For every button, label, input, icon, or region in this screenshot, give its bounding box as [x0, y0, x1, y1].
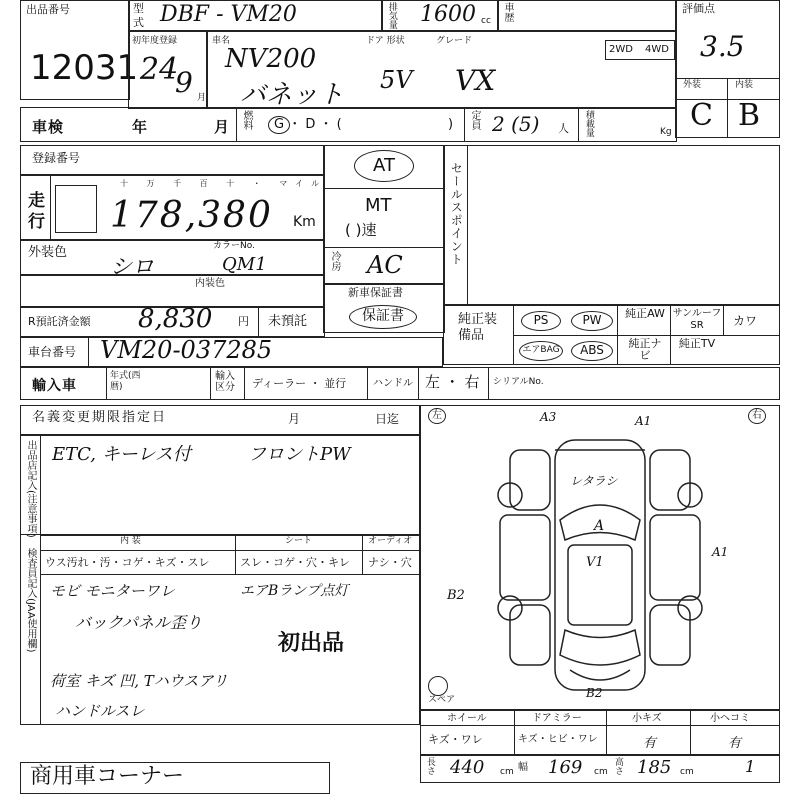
equip-abs: ABS [571, 341, 613, 361]
displacement-value: 1600 [420, 2, 476, 27]
equip-airbag: エアBAG [519, 341, 563, 361]
model-label-2: 式 [133, 16, 144, 29]
first-reg-month-unit: 月 [197, 93, 207, 103]
diagram-mark-text: レタラシ [570, 474, 618, 488]
cooler-value: AC [367, 251, 403, 279]
seat-label: シート [285, 536, 313, 546]
spare-label: スペア [428, 695, 456, 705]
diagram-mark-v1: V1 [586, 555, 604, 570]
interior-label: 内装 [735, 80, 754, 90]
length-label: 長さ [424, 757, 435, 775]
score-label: 評価点 [682, 2, 715, 15]
equip-tv: 純正TV [678, 337, 716, 350]
speed: ( )速 [345, 221, 377, 239]
color-value: シロ [110, 255, 155, 280]
seller-text-2: フロントPW [248, 444, 351, 465]
inspection-year: 年 [132, 118, 149, 136]
small-dent-label: 小ヘコミ [710, 713, 750, 724]
diagram-mark-a3: A3 [540, 410, 557, 424]
height-label: 高さ [612, 757, 623, 775]
inspector-text-4: 荷室 キズ 凹, Tハウスアリ [50, 672, 228, 690]
small-dent-value: 有 [728, 736, 742, 751]
fuel-close: ) [448, 117, 454, 132]
diagram-mark-b2-bottom: B2 [586, 686, 603, 700]
interior-row-text: ウス汚れ・汚・コゲ・キズ・スレ [45, 556, 210, 569]
mileage-value: 178,380 [110, 195, 273, 236]
audio-text: ナシ・穴 [368, 556, 412, 569]
capacity-unit: 人 [558, 122, 569, 135]
equip-aw: 純正AW [625, 307, 665, 320]
drive-4wd: 4WD [645, 44, 669, 55]
equip-ps: PS [521, 311, 561, 331]
history-box [497, 0, 677, 32]
seller-notes-label: 出品店記入(注意事項) [25, 440, 36, 538]
name-change-month: 月 [288, 412, 301, 426]
small-scratch-label: 小キズ [632, 713, 662, 724]
model-label-1: 型 [133, 2, 144, 15]
interior-color-box [20, 275, 325, 307]
handle-label: ハンドル [373, 378, 413, 389]
width-label: 幅 [518, 762, 528, 773]
first-stamp: 初出品 [278, 631, 345, 656]
sales-point-label: セールスポイント [449, 162, 464, 266]
width-value: 169 [548, 757, 583, 778]
import-label: 輸入車 [32, 378, 77, 394]
inspector-notes-label: 検査員記入(JAA使用欄) [25, 548, 36, 653]
fuel-label: 燃料 [241, 110, 252, 130]
car-name-1: NV200 [225, 44, 317, 74]
wheel-value: キズ・ワレ [428, 733, 483, 746]
commercial-label: 商用車コーナー [30, 764, 185, 789]
first-reg-year: 24 [140, 52, 179, 87]
door-label: ドア 形状 [366, 36, 405, 46]
audio-label: オーディオ [368, 536, 413, 546]
import-dealer: ディーラー ・ 並行 [252, 377, 347, 390]
mt-option: MT [365, 195, 392, 216]
width-unit: cm [594, 767, 608, 777]
interior-color-label: 内装色 [195, 278, 225, 289]
sales-point-box [443, 145, 780, 305]
length-value: 440 [450, 757, 485, 778]
color-label: 外装色 [28, 245, 68, 260]
equip-leather: カワ [733, 314, 758, 328]
displacement-unit: cc [481, 16, 491, 26]
displacement-label: 排気量 [386, 2, 397, 29]
inspector-text-3: バックパネル歪り [75, 613, 203, 632]
color-code-label: カラーNo. [213, 241, 255, 251]
length-unit: cm [500, 767, 514, 777]
score-value: 3.5 [700, 30, 745, 63]
inspector-text-1: モビ モニターワレ [50, 582, 175, 600]
mileage-unit: Km [293, 214, 316, 230]
import-class-label: 輸入区分 [215, 371, 235, 393]
diagram-mark-a1-top: A1 [635, 414, 652, 428]
count-value: 1 [745, 757, 756, 776]
chassis-label: 車台番号 [28, 345, 77, 359]
warranty-label: 新車保証書 [348, 286, 403, 299]
car-name-label: 車名 [212, 36, 231, 46]
small-scratch-value: 有 [643, 736, 657, 751]
first-reg-month: 9 [175, 66, 193, 99]
mileage-label-1: 走 [28, 191, 46, 211]
capacity-value: 2 (5) [492, 112, 540, 136]
diagram-left-label: 左 [428, 408, 446, 424]
recycle-value: 8,830 [138, 304, 213, 334]
inspector-text-2: エアBランプ点灯 [240, 583, 349, 599]
recycle-unpaid: 未預託 [268, 314, 308, 329]
registration-label: 登録番号 [32, 151, 81, 165]
load-label: 積載量 [583, 110, 594, 137]
height-value: 185 [637, 757, 672, 778]
inspection-label: 車検 [32, 118, 65, 136]
capacity-label: 定員 [469, 110, 480, 130]
inspector-text-5: ハンドルスレ [55, 702, 145, 720]
equipment-label: 純正装備品 [458, 312, 498, 343]
cooler-label: 冷房 [329, 251, 340, 271]
chassis-value: VM20-037285 [100, 336, 273, 364]
import-year-label: 年式(西暦) [110, 371, 141, 392]
seat-text: スレ・コゲ・穴・キレ [240, 556, 350, 569]
car-name-2: バネット [240, 80, 345, 110]
color-code: QM1 [222, 254, 267, 275]
lot-number-label: 出品番号 [26, 3, 70, 16]
height-unit: cm [680, 767, 694, 777]
fuel-options: G ・ D ・ ( [274, 117, 342, 132]
mileage-label-2: 行 [28, 212, 46, 232]
interior-grade: B [738, 98, 761, 133]
interior-row-label: 内 装 [120, 536, 141, 546]
door-value: 5V [380, 66, 413, 94]
lot-number: 12031 [30, 48, 139, 88]
recycle-unit: 円 [238, 315, 249, 328]
grade-label: グレード [436, 36, 473, 46]
grade-value: VX [455, 64, 496, 97]
recycle-label: R預託済金額 [28, 315, 91, 328]
diagram-mark-a: A [594, 518, 605, 534]
warranty-value: 保証書 [349, 305, 417, 329]
diagram-right-label: 右 [748, 408, 766, 424]
mileage-units: 十 万 千 百 十 ・ マイル [120, 179, 328, 188]
exterior-grade: C [690, 98, 713, 133]
load-unit: Kg [660, 127, 672, 137]
serial-label: シリアルNo. [493, 377, 544, 387]
seller-text-1: ETC, キーレス付 [52, 444, 191, 465]
model-value: DBF - VM20 [160, 2, 297, 27]
diagram-mark-b2-left: B2 [447, 588, 465, 603]
name-change-day: 日迄 [375, 412, 400, 426]
handle-value: 左 ・ 右 [425, 373, 480, 391]
diagram-mark-a1-right: A1 [712, 545, 729, 559]
equip-pw: PW [571, 311, 613, 331]
drive-2wd: 2WD [609, 44, 633, 55]
first-reg-label: 初年度登録 [132, 36, 178, 46]
history-label: 車歴 [502, 2, 513, 22]
wheel-label: ホイール [447, 713, 487, 724]
at-option: AT [354, 150, 414, 182]
inspection-month: 月 [214, 118, 231, 136]
spare-icon [428, 676, 448, 696]
mirror-value: キズ・ヒビ・ワレ [518, 734, 598, 745]
mirror-label: ドアミラー [532, 713, 582, 724]
equip-navi: 純正ナビ [628, 337, 662, 362]
equip-sr: サンルーフSR [672, 308, 722, 331]
exterior-label: 外装 [683, 80, 702, 90]
mileage-check [55, 185, 97, 233]
name-change-label: 名義変更期限指定日 [32, 410, 168, 425]
